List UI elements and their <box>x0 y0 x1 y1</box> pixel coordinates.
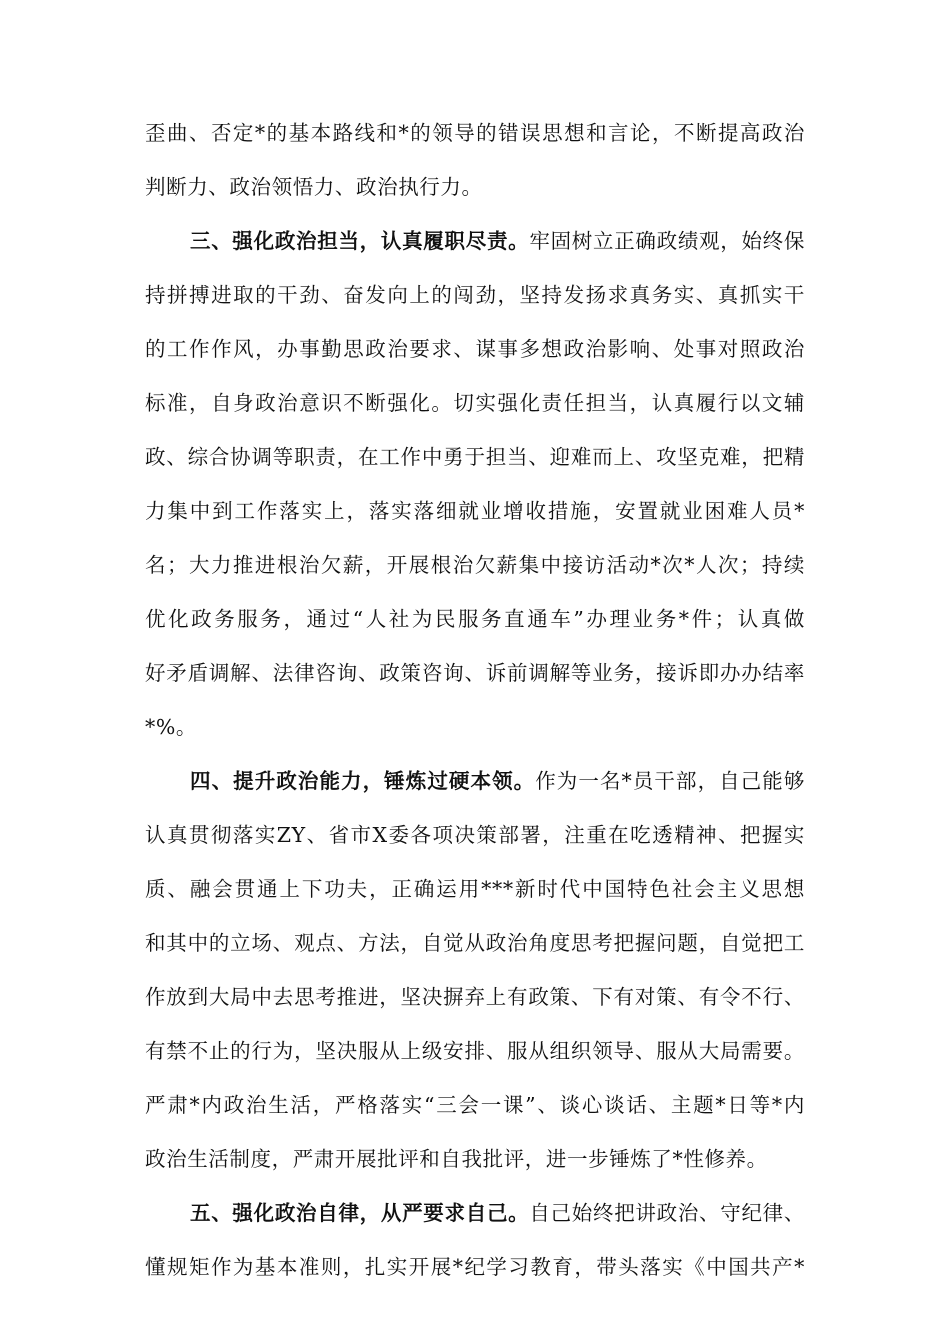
section-3-heading: 三、强化政治担当，认真履职尽责。 <box>190 229 530 253</box>
paragraph-line: 认真贯彻落实ZY、省市X委各项决策部署，注重在吃透精神、把握实 <box>145 823 805 847</box>
paragraph-line: 持拼搏进取的干劲、奋发向上的闯劲，坚持发扬求真务实、真抓实干 <box>145 283 805 307</box>
paragraph-line: 歪曲、否定*的基本路线和*的领导的错误思想和言论，不断提高政治 <box>145 121 805 145</box>
section-5-lead: 自己始终把讲政治、守纪律、 <box>529 1201 805 1225</box>
section-5-heading: 五、强化政治自律，从严要求自己。 <box>190 1201 530 1225</box>
paragraph-line: 标准，自身政治意识不断强化。切实强化责任担当，认真履行以文辅 <box>145 391 805 415</box>
paragraph-line: 政、综合协调等职责，在工作中勇于担当、迎难而上、攻坚克难，把精 <box>145 445 805 469</box>
section-4-heading: 四、提升政治能力，锤炼过硬本领。 <box>190 769 536 793</box>
paragraph-line: 和其中的立场、观点、方法，自觉从政治角度思考把握问题，自觉把工 <box>145 931 805 955</box>
paragraph-line: 判断力、政治领悟力、政治执行力。 <box>145 175 483 199</box>
paragraph-line: 政治生活制度，严肃开展批评和自我批评，进一步锤炼了*性修养。 <box>145 1147 768 1171</box>
section-4-first-line <box>190 761 805 801</box>
paragraph-line: 好矛盾调解、法律咨询、政策咨询、诉前调解等业务，接诉即办办结率 <box>145 661 805 685</box>
paragraph-line: 严肃*内政治生活，严格落实“三会一课”、谈心谈话、主题*日等*内 <box>145 1093 805 1117</box>
paragraph-line: 懂规矩作为基本准则，扎实开展*纪学习教育，带头落实《中国共产* <box>145 1255 805 1279</box>
paragraph-line: 的工作作风，办事勤思政治要求、谋事多想政治影响、处事对照政治 <box>145 337 805 361</box>
paragraph-line: *%。 <box>145 715 198 739</box>
paragraph-line: 名；大力推进根治欠薪，开展根治欠薪集中接访活动*次*人次；持续 <box>145 553 805 577</box>
paragraph-line: 优化政务服务，通过“人社为民服务直通车”办理业务*件；认真做 <box>145 607 805 631</box>
section-4-lead: 作为一名*员干部，自己能够 <box>535 769 805 793</box>
paragraph-line: 力集中到工作落实上，落实落细就业增收措施，安置就业困难人员* <box>145 499 805 523</box>
paragraph-line: 质、融会贯通上下功夫，正确运用***新时代中国特色社会主义思想 <box>145 877 805 901</box>
section-3-lead: 牢固树立正确政绩观，始终保 <box>529 229 805 253</box>
section-3-first-line <box>190 221 805 261</box>
paragraph-line: 作放到大局中去思考推进，坚决摒弃上有政策、下有对策、有令不行、 <box>145 985 805 1009</box>
paragraph-line: 有禁不止的行为，坚决服从上级安排、服从组织领导、服从大局需要。 <box>145 1039 805 1063</box>
section-5-first-line <box>190 1193 805 1233</box>
